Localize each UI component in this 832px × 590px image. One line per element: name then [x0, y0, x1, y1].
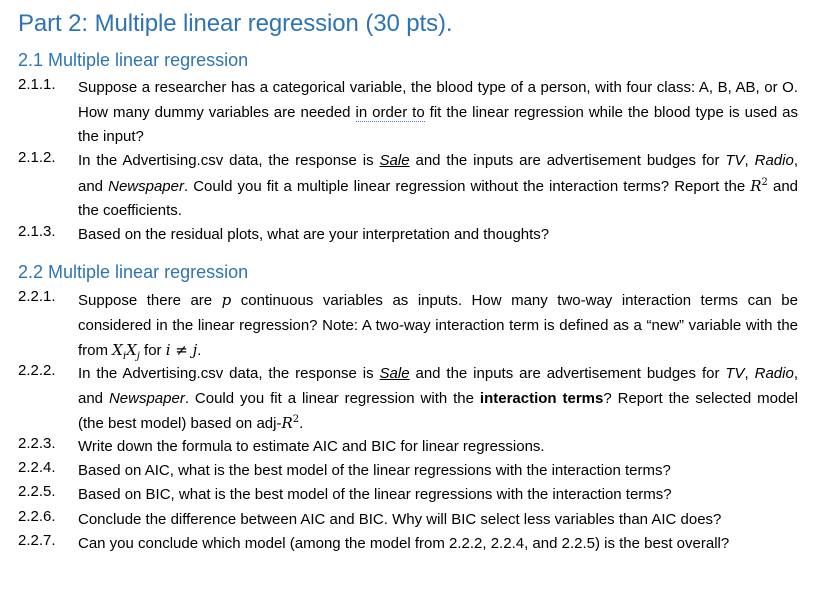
- question-2-1-3: [18, 223, 798, 248]
- question-number: 2.2.1.: [18, 288, 56, 305]
- question-number: 2.1.3.: [18, 223, 56, 240]
- term-sale: Sale: [379, 152, 410, 169]
- question-text: Based on AIC, what is the best model of the linear regressions with the interaction terms?: [78, 462, 671, 479]
- question-2-2-3: [18, 435, 798, 460]
- question-2-2-7: [18, 532, 798, 557]
- question-number: 2.2.3.: [18, 435, 56, 452]
- question-2-1-2: [18, 149, 798, 224]
- question-2-2-2: [18, 362, 798, 437]
- question-2-2-1: [18, 288, 798, 364]
- grammar-flag: in order to: [355, 103, 425, 121]
- question-text: In the Advertising.csv data, the response is Sale and the inputs are advertisement budges for TV, Radio, and Newspaper. Could you fit a multiple linear regression without the interaction terms? Report the $R^2$ and the coefficients.: [78, 152, 799, 219]
- question-text: Can you conclude which model (among the model from 2.2.2, 2.2.4, and 2.2.5) is the best overall?: [78, 535, 730, 552]
- page-title: Part 2: Multiple linear regression (30 pts).: [18, 10, 453, 37]
- question-number: 2.2.4.: [18, 459, 56, 476]
- question-text: Suppose there are p continuous variables as inputs. How many two-way interaction terms can be considered in the linear regression? Note: A two-way interaction term is defined as a “new” variable with the from $X_iX_j$ for i ≠ j.: [78, 291, 798, 362]
- question-text: Suppose a researcher has a categorical variable, the blood type of a person, with four class: A, B, AB, or O. How many dummy variables are needed in order to fit the linear regression while the blood type is used as the input?: [78, 79, 798, 145]
- interaction-terms-bold: interaction terms: [479, 389, 604, 407]
- question-number: 2.2.6.: [18, 508, 56, 525]
- question-2-2-6: [18, 508, 798, 533]
- question-number: 2.2.5.: [18, 483, 56, 500]
- term-sale: Sale: [379, 365, 410, 382]
- math-r: R: [750, 176, 762, 195]
- question-2-2-4: [18, 459, 798, 484]
- question-text: In the Advertising.csv data, the response is Sale and the inputs are advertisement budges for TV, Radio, and Newspaper. Could you fit a linear regression with the interaction terms? Report the selected model (the best model) based on adj-$R^2$.: [78, 365, 798, 432]
- section-heading-2-2: 2.2 Multiple linear regression: [18, 262, 249, 282]
- question-number: 2.1.1.: [18, 76, 56, 93]
- question-2-1-1: [18, 76, 798, 150]
- question-text: Conclude the difference between AIC and BIC. Why will BIC select less variables than AIC does?: [78, 511, 722, 528]
- question-2-2-5: [18, 483, 798, 508]
- question-text: Based on BIC, what is the best model of the linear regressions with the interaction terms?: [78, 486, 672, 503]
- question-number: 2.1.2.: [18, 149, 56, 166]
- question-text: Write down the formula to estimate AIC and BIC for linear regressions.: [78, 438, 545, 455]
- question-text: Based on the residual plots, what are your interpretation and thoughts?: [78, 226, 550, 243]
- question-number: 2.2.2.: [18, 362, 56, 379]
- question-number: 2.2.7.: [18, 532, 56, 549]
- section-heading-2-1: 2.1 Multiple linear regression: [18, 50, 249, 70]
